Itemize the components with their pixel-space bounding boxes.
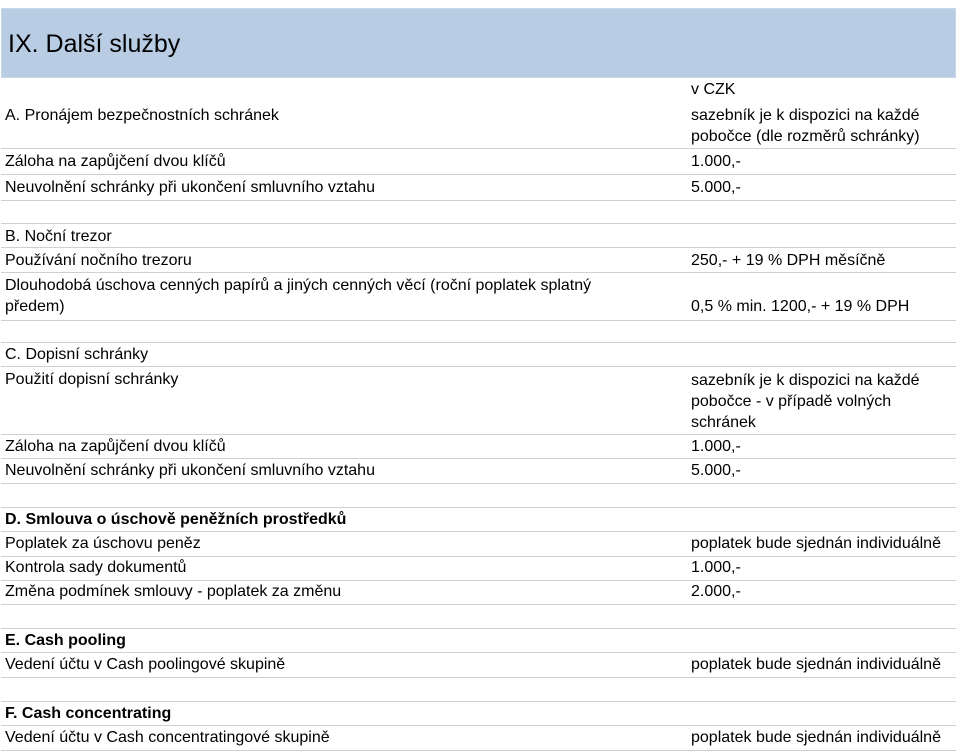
row-divider [1,628,956,629]
row-divider [1,677,956,678]
row-divider [1,434,956,435]
row-divider [1,174,956,175]
section-c-row-value: 5.000,- [691,462,741,479]
row-divider [1,148,956,149]
row-divider [1,531,956,532]
section-b-row-label-line2: předem) [5,298,65,315]
section-d-row-label: Kontrola sady dokumentů [5,559,187,576]
row-divider [1,750,956,751]
currency-label: v CZK [691,81,736,98]
section-e-row-value: poplatek bude sjednán individuálně [691,656,941,673]
row-divider [1,652,956,653]
section-b-row-value: 0,5 % min. 1200,- + 19 % DPH [691,298,910,315]
section-c-row-value-line1: sazebník je k dispozici na každé [691,372,920,389]
row-divider [1,272,956,273]
section-c-row-label: Použití dopisní schránky [5,371,179,388]
section-c-row-value: 1.000,- [691,438,741,455]
row-divider [1,701,956,702]
section-c-row-label: Neuvolnění schránky při ukončení smluvního vztahu [5,462,375,479]
section-a-heading-value-line1: sazebník je k dispozici na každé [691,107,920,124]
section-c-row-label: Záloha na zapůjčení dvou klíčů [5,438,226,455]
section-d-row-label: Poplatek za úschovu peněz [5,535,201,552]
section-b-row-label: Používání nočního trezoru [5,252,192,269]
row-divider [1,342,956,343]
row-divider [1,507,956,508]
section-b-heading: B. Noční trezor [5,228,112,245]
section-d-row-value: 2.000,- [691,583,741,600]
row-divider [1,483,956,484]
row-divider [1,320,956,321]
section-d-row-value: poplatek bude sjednán individuálně [691,535,941,552]
section-f-heading: F. Cash concentrating [5,705,172,722]
section-c-row-value-line3: schránek [691,414,756,431]
section-c-heading: C. Dopisní schránky [5,346,149,363]
row-divider [1,604,956,605]
section-a-heading-value-line2: pobočce (dle rozměrů schránky) [691,128,920,145]
section-a-row-value: 5.000,- [691,179,741,196]
section-a-row-value: 1.000,- [691,153,741,170]
section-f-row-label: Vedení účtu v Cash concentratingové skupině [5,729,330,746]
row-divider [1,223,956,224]
section-d-heading: D. Smlouva o úschově peněžních prostředků [5,511,347,528]
section-a-row-label: Záloha na zapůjčení dvou klíčů [5,153,226,170]
page-header [1,8,956,78]
section-a-heading: A. Pronájem bezpečnostních schránek [5,107,279,124]
section-f-row-value: poplatek bude sjednán individuálně [691,729,941,746]
section-d-row-label: Změna podmínek smlouvy - poplatek za změnu [5,583,342,600]
section-c-row-value-line2: pobočce - v případě volných [691,393,892,410]
section-b-row-value: 250,- + 19 % DPH měsíčně [691,252,886,269]
row-divider [1,200,956,201]
section-b-row-label-line1: Dlouhodobá úschova cenných papírů a jiných cenných věcí (roční poplatek splatný [5,277,592,294]
row-divider [1,366,956,367]
section-d-row-value: 1.000,- [691,559,741,576]
page-title: IX. Další služby [8,30,181,58]
row-divider [1,725,956,726]
section-a-row-label: Neuvolnění schránky při ukončení smluvního vztahu [5,179,375,196]
section-e-row-label: Vedení účtu v Cash poolingové skupině [5,656,286,673]
section-e-heading: E. Cash pooling [5,632,126,649]
row-divider [1,458,956,459]
row-divider [1,247,956,248]
